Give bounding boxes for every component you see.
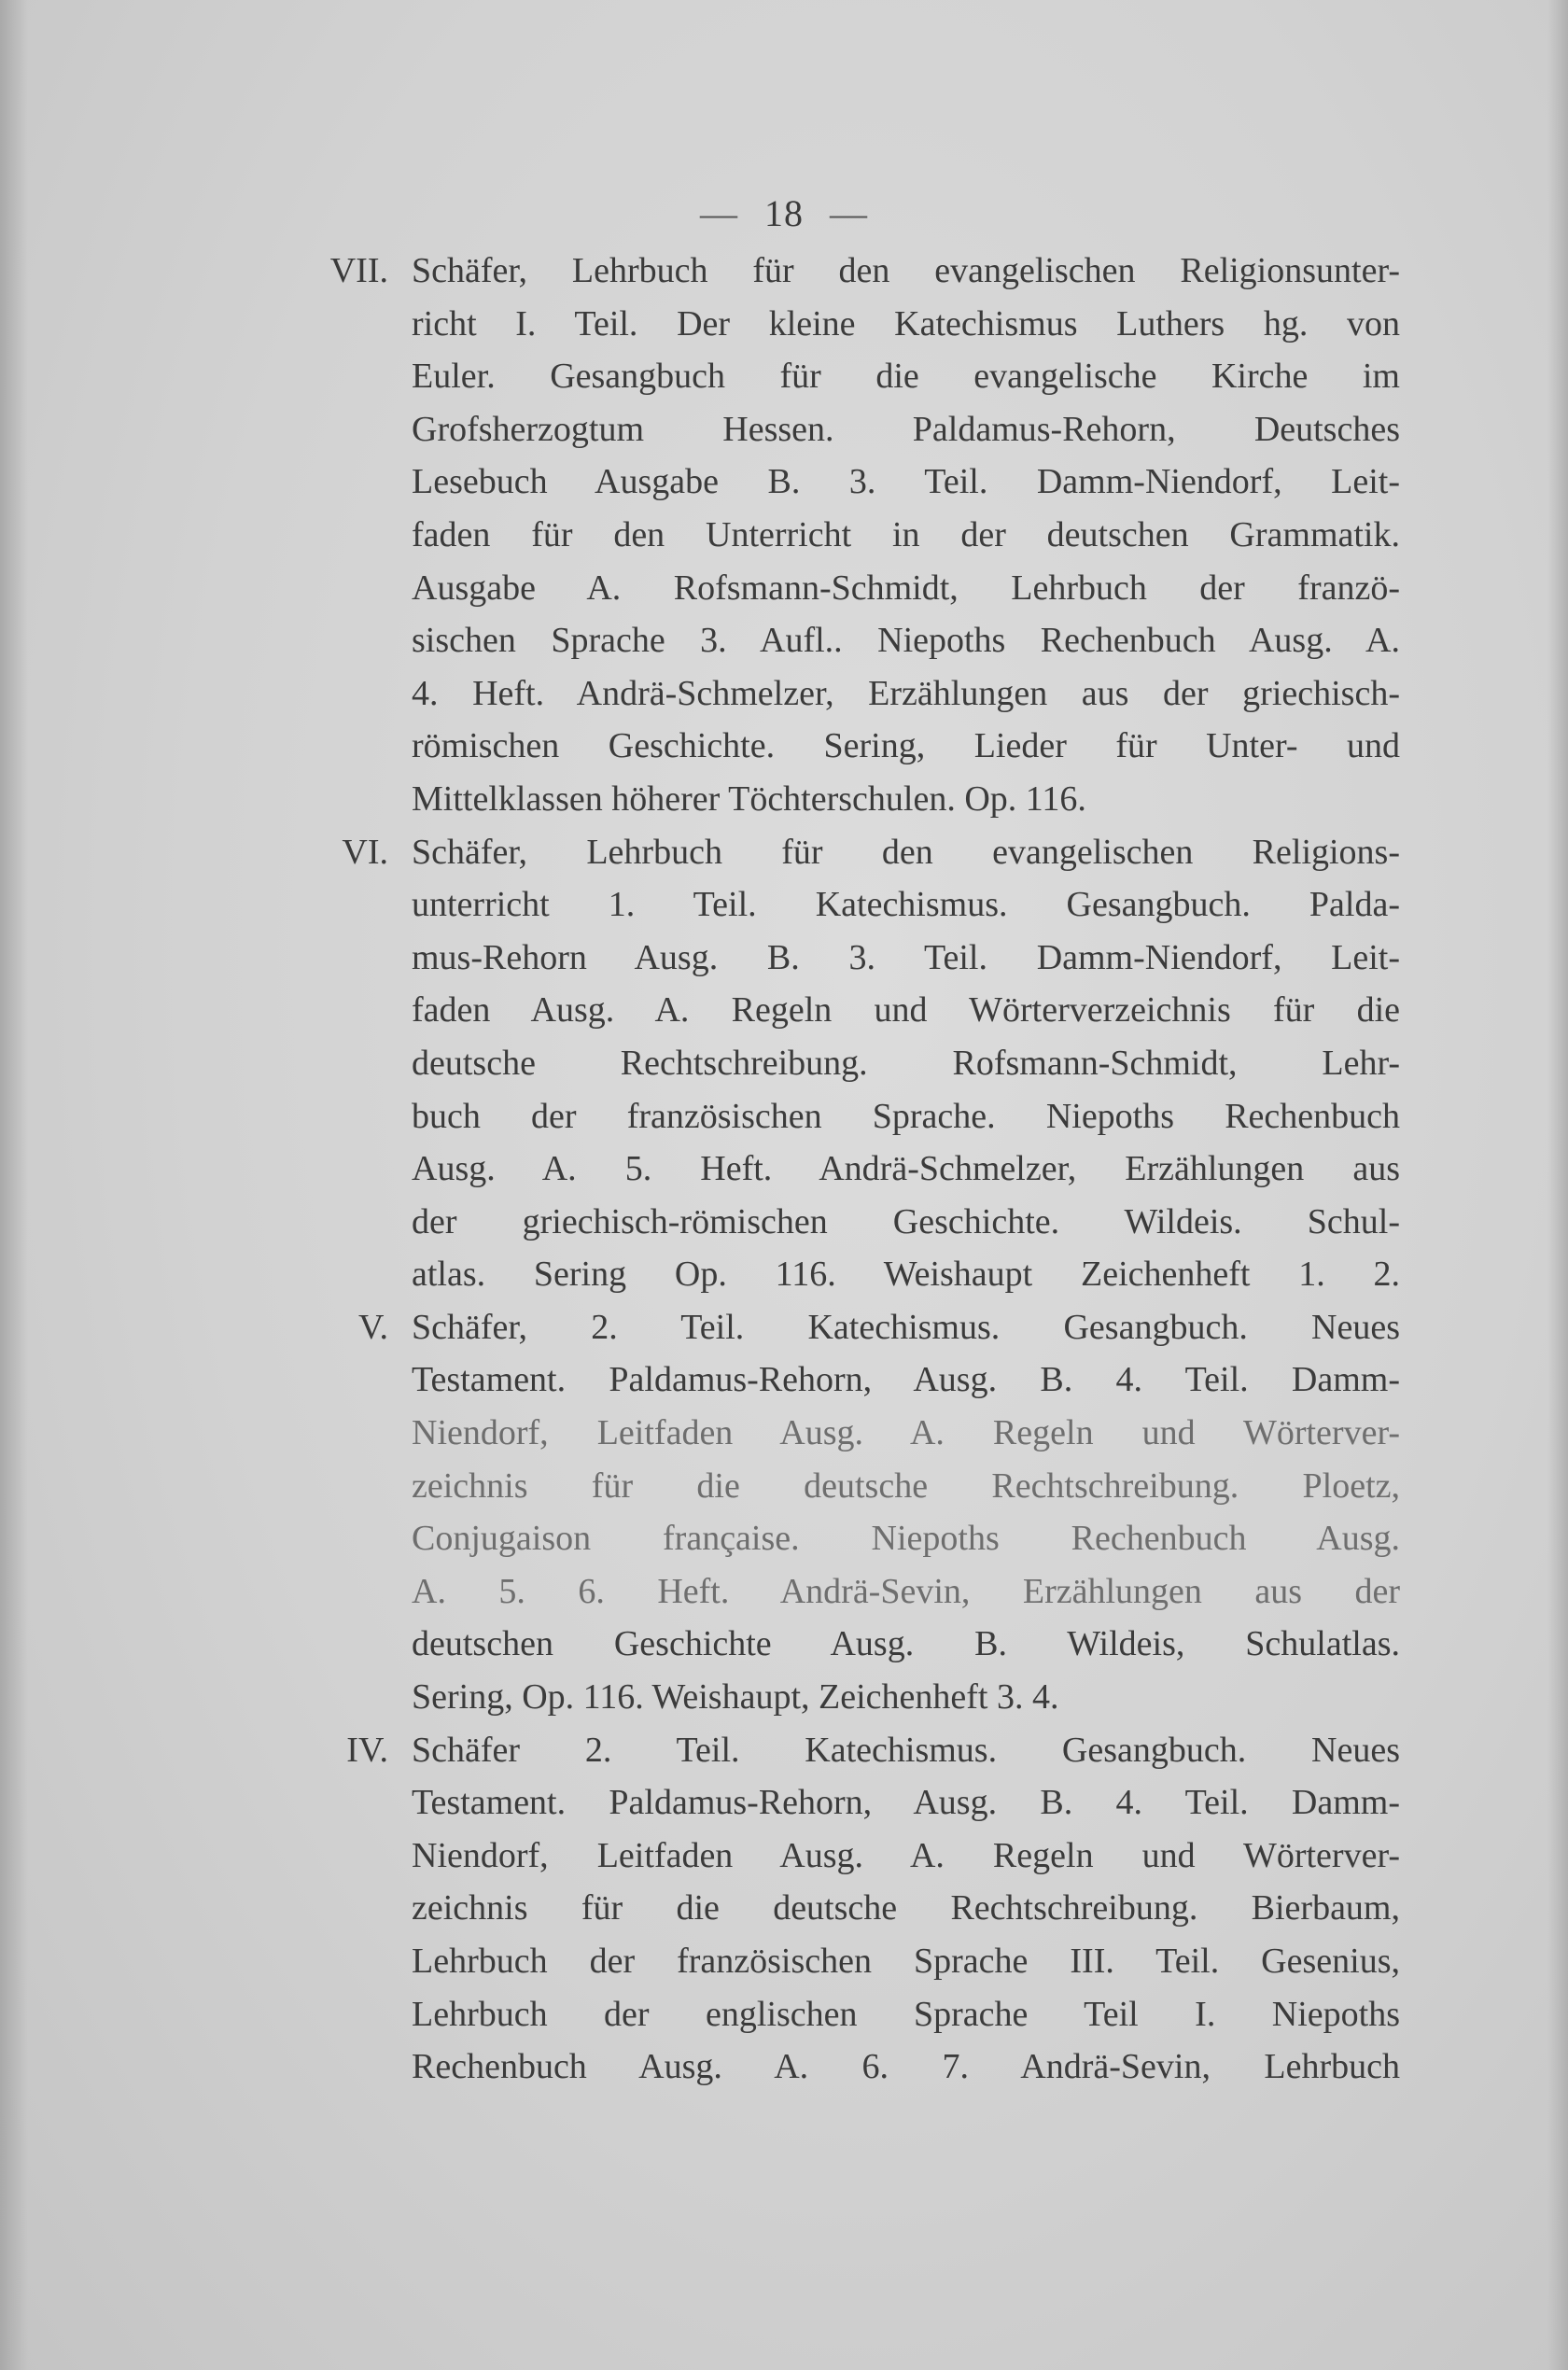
book-list <box>317 245 1400 2094</box>
class-numeral: V. <box>357 1307 388 1347</box>
class-entry-iv <box>317 1724 1400 2094</box>
entry-line: römischen Geschichte. Sering, Lieder für Unter- und <box>412 726 1400 766</box>
entry-line: Ausg. A. 5. Heft. Andrä-Schmelzer, Erzählungen aus <box>412 1149 1400 1189</box>
entry-line: Lehrbuch der französischen Sprache III. Teil. Gesenius, <box>412 1942 1400 1981</box>
entry-line: Testament. Paldamus-Rehorn, Ausg. B. 4. Teil. Damm- <box>412 1783 1400 1823</box>
entry-line: Schäfer, Lehrbuch für den evangelischen Religions- <box>412 832 1400 872</box>
class-entry-vi <box>317 826 1400 1301</box>
entry-line: Schäfer 2. Teil. Katechismus. Gesangbuch. Neues <box>412 1730 1400 1770</box>
class-numeral: VII. <box>329 251 388 290</box>
entry-line: atlas. Sering Op. 116. Weishaupt Zeichenheft 1. 2. <box>412 1255 1400 1295</box>
entry-line: Mittelklassen höherer Töchterschulen. Op. 116. <box>412 778 1086 819</box>
entry-line: Conjugaison française. Niepoths Rechenbuch Ausg. <box>412 1519 1400 1559</box>
entry-line: Ausgabe A. Rofsmann-Schmidt, Lehrbuch der franzö- <box>412 568 1400 608</box>
entry-line: buch der französischen Sprache. Niepoths Rechenbuch <box>412 1096 1400 1136</box>
class-entry-vii <box>317 245 1400 826</box>
entry-line: Sering, Op. 116. Weishaupt, Zeichenheft 3. 4. <box>412 1677 1059 1718</box>
entry-line: Testament. Paldamus-Rehorn, Ausg. B. 4. Teil. Damm- <box>412 1360 1400 1400</box>
page-number-dash-left: — <box>700 192 738 234</box>
entry-line: Rechenbuch Ausg. A. 6. 7. Andrä-Sevin, Lehrbuch <box>412 2047 1400 2087</box>
entry-line: unterricht 1. Teil. Katechismus. Gesangbuch. Palda- <box>412 885 1400 925</box>
class-numeral: IV. <box>346 1730 388 1770</box>
entry-line: Lesebuch Ausgabe B. 3. Teil. Damm-Niendorf, Leit- <box>412 462 1400 502</box>
page-number: 18 <box>764 192 804 234</box>
entry-line: faden Ausg. A. Regeln und Wörterverzeichnis für die <box>412 990 1400 1031</box>
entry-line: Euler. Gesangbuch für die evangelische Kirche im <box>412 357 1400 397</box>
entry-line: 4. Heft. Andrä-Schmelzer, Erzählungen aus der griechisch- <box>412 673 1400 713</box>
entry-line: mus-Rehorn Ausg. B. 3. Teil. Damm-Niendorf, Leit- <box>412 937 1400 977</box>
entry-line: der griechisch-römischen Geschichte. Wildeis. Schul- <box>412 1201 1400 1241</box>
entry-line: Niendorf, Leitfaden Ausg. A. Regeln und Wörterver- <box>412 1835 1400 1875</box>
entry-line: zeichnis für die deutsche Rechtschreibung. Ploetz, <box>412 1465 1400 1506</box>
entry-line: A. 5. 6. Heft. Andrä-Sevin, Erzählungen aus der <box>412 1571 1400 1611</box>
entry-line: Lehrbuch der englischen Sprache Teil I. Niepoths <box>412 1994 1400 2034</box>
entry-line: deutschen Geschichte Ausg. B. Wildeis, Schulatlas. <box>412 1624 1400 1664</box>
class-numeral: VI. <box>342 832 388 872</box>
page-number-header <box>0 191 1568 235</box>
entry-line: zeichnis für die deutsche Rechtschreibung. Bierbaum, <box>412 1888 1400 1928</box>
entry-line: Schäfer, Lehrbuch für den evangelischen Religionsunter- <box>412 251 1400 290</box>
entry-line: Schäfer, 2. Teil. Katechismus. Gesangbuch. Neues <box>412 1307 1400 1347</box>
entry-line: richt I. Teil. Der kleine Katechismus Luthers hg. von <box>412 303 1400 344</box>
entry-line: faden für den Unterricht in der deutschen Grammatik. <box>412 514 1400 554</box>
entry-line: Niendorf, Leitfaden Ausg. A. Regeln und Wörterver- <box>412 1413 1400 1453</box>
class-entry-v <box>317 1301 1400 1724</box>
page-number-dash-right: — <box>830 192 868 234</box>
entry-line: deutsche Rechtschreibung. Rofsmann-Schmidt, Lehr- <box>412 1043 1400 1083</box>
entry-line: sischen Sprache 3. Aufl.. Niepoths Rechenbuch Ausg. A. <box>412 621 1400 661</box>
entry-line: Grofsherzogtum Hessen. Paldamus-Rehorn, Deutsches <box>412 409 1400 449</box>
